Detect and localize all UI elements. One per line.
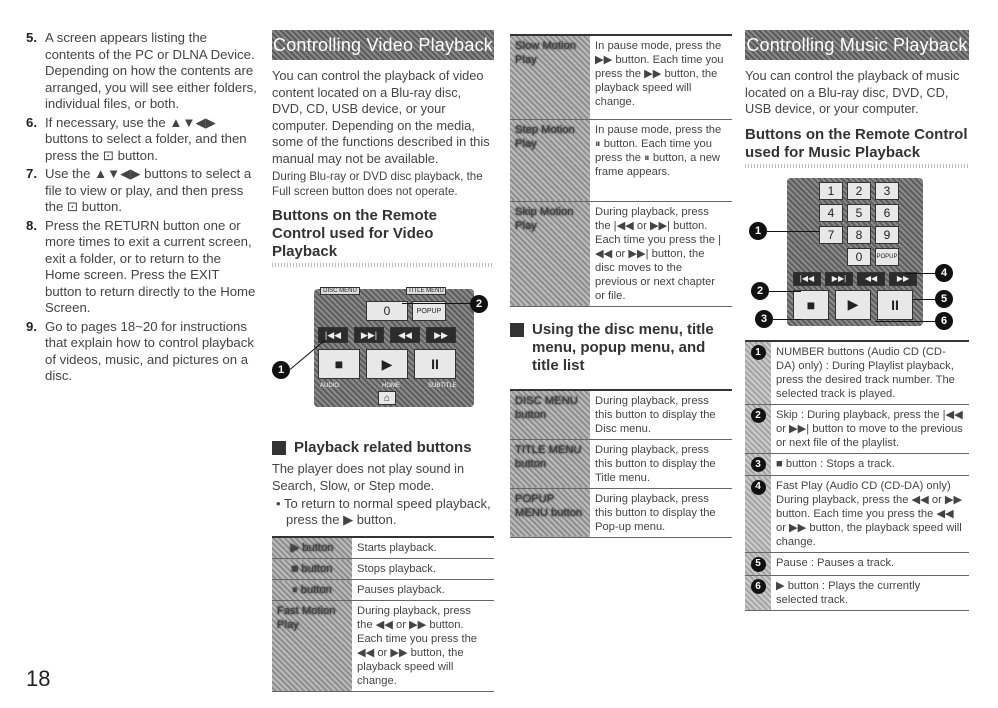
key-9: 9 [875,226,899,244]
rewind-icon: ◀◀ [390,327,420,343]
step-item: 7. Use the ▲▼◀▶ buttons to select a file to view or play, and then press the ⊡ button. [26,166,252,214]
table-row: POPUP MENU button During playback, press this button to display the Pop-up menu. [510,488,732,537]
step-item: 5. A screen appears listing the contents of the PC or DLNA Device. Depending on how the contents are arranged, you will see either folders, individual files, or both. [26,30,257,111]
callout-1: 1 [749,222,767,240]
music-intro: You can control the playback of music located on a Blu-ray disc, DVD, CD, USB device, or your computer. [745,68,960,116]
table-row: ⏸ button Pauses playback. [272,580,494,601]
key-8: 8 [847,226,871,244]
pause-icon: II [414,349,456,379]
music-banner: Controlling Music Playback [745,30,969,60]
table-row: Skip Motion Play During playback, press the |◀◀ or ▶▶| button. Each time you press the |◀◀ or ▶▶| button, the disc moves to the previous or next chapter or file. [510,201,732,306]
key-1: 1 [819,182,843,200]
playback-bullet: • To return to normal speed playback, press the ▶ button. [276,496,491,527]
table-row: DISC MENU button During playback, press this button to display the Disc menu. [510,390,732,440]
key-4: 4 [819,204,843,222]
popup-key: POPUP [412,301,446,321]
motion-table [510,34,732,307]
video-column [272,30,494,692]
key-6: 6 [875,204,899,222]
section-marker-icon [510,323,524,337]
playback-desc: The player does not play sound in Search, Slow, or Step mode. [272,461,465,493]
callout-2: 2 [470,295,488,313]
playback-heading: Playback related buttons [272,439,494,457]
callout-4: 4 [935,264,953,282]
table-row: 4 Fast Play (Audio CD (CD-DA) only) During playback, press the ◀◀ or ▶▶ button. Each time you press the ◀◀ or ▶▶ button, the playback speed will change. [745,476,969,553]
disc-menu-table [510,389,732,538]
table-row: Slow Motion Play In pause mode, press the ▶▶ button. Each time you press the ▶▶ button, the playback speed will change. [510,35,732,119]
video-note: During Blu-ray or DVD disc playback, the Full screen button does not operate. [272,170,483,198]
zero-key: 0 [366,301,408,321]
playback-table [272,536,494,692]
step-item: 8. Press the RETURN button one or more times to exit a current screen, exit a folder, or to return to the Home screen. Press the EXIT button to return directly to the Home Screen. [26,217,256,315]
music-column [745,30,969,611]
video-buttons-heading: Buttons on the Remote Control used for Video Playback [272,207,437,260]
callout-2: 2 [751,282,769,300]
callout-line [769,291,801,292]
remote-body [314,289,474,407]
callout-5: 5 [935,290,953,308]
music-table [745,340,969,611]
divider [272,263,494,267]
table-row: 1 NUMBER buttons (Audio CD (CD-DA) only) : During Playlist playback, press the desired track number. The selected track is played. [745,341,969,405]
table-row: Fast Motion Play During playback, press the ◀◀ or ▶▶ button. Each time you press the ◀◀ or ▶▶ button, the playback speed will change. [272,601,494,692]
skip-back-icon: |◀◀ [793,272,821,286]
subtitle-label: SUBTITLE [428,383,457,389]
music-remote-illustration [745,178,969,330]
key-0: 0 [847,248,871,266]
play-icon: ▶ [835,290,871,320]
table-row: 2 Skip : During playback, press the |◀◀ or ▶▶| button to move to the previous or next file of the playlist. [745,404,969,453]
play-icon: ▶ [366,349,408,379]
table-row: 6 ▶ button : Plays the currently selected track. [745,575,969,610]
callout-line [875,321,935,322]
page-number: 18 [26,666,51,691]
table-row: ■ button Stops playback. [272,559,494,580]
disc-menu-heading: Using the disc menu, title menu, popup menu, and title list [510,321,732,375]
stop-icon: ■ [318,349,360,379]
table-row: TITLE MENU button During playback, press this button to display the Title menu. [510,439,732,488]
callout-3: 3 [755,310,773,328]
divider [745,164,969,168]
steps-list [26,30,258,385]
callout-line [913,299,935,300]
key-7: 7 [819,226,843,244]
fast-forward-icon: ▶▶ [426,327,456,343]
table-row: 5 Pause : Pauses a track. [745,553,969,576]
motion-column [510,34,732,538]
table-row: ▶ button Starts playback. [272,537,494,559]
callout-6: 6 [935,312,953,330]
callout-line [905,273,935,274]
skip-forward-icon: ▶▶| [825,272,853,286]
video-banner: Controlling Video Playback [272,30,494,60]
music-buttons-heading: Buttons on the Remote Control used for Music Playback [745,125,968,161]
home-label: HOME [382,383,400,389]
video-remote-illustration [272,289,494,429]
remote-body [787,178,923,326]
callout-line [767,231,819,232]
step-item: 6. If necessary, use the ▲▼◀▶ buttons to select a folder, and then press the ⊡ button. [26,114,247,163]
key-2: 2 [847,182,871,200]
section-marker-icon [272,441,286,455]
disc-menu-key: DISC MENU [320,287,360,295]
popup-key: POPUP [875,248,899,266]
video-intro: You can control the playback of video content located on a Blu-ray disc, DVD, CD, USB device, or your computer. Depending on the media, some of the functions described in this manual may not be available. [272,68,490,166]
callout-1: 1 [272,361,290,379]
key-3: 3 [875,182,899,200]
stop-icon: ■ [793,290,829,320]
skip-back-icon: |◀◀ [318,327,348,343]
callout-line [402,303,470,304]
step-item: 9. Go to pages 18~20 for instructions that explain how to control playback of videos, music, and pictures on a disc. [26,318,254,383]
home-icon: ⌂ [378,391,396,405]
steps-column [26,30,258,387]
key-5: 5 [847,204,871,222]
rewind-icon: ◀◀ [857,272,885,286]
skip-forward-icon: ▶▶| [354,327,384,343]
table-row: Step Motion Play In pause mode, press the ⏸ button. Each time you press the ⏸ button, a new frame appears. [510,119,732,201]
audio-label: AUDIO [320,383,340,389]
fast-forward-icon: ▶▶ [889,272,917,286]
callout-line [773,319,801,320]
table-row: 3 ■ button : Stops a track. [745,453,969,476]
title-menu-key: TITLE MENU [406,287,446,295]
pause-icon: II [877,290,913,320]
